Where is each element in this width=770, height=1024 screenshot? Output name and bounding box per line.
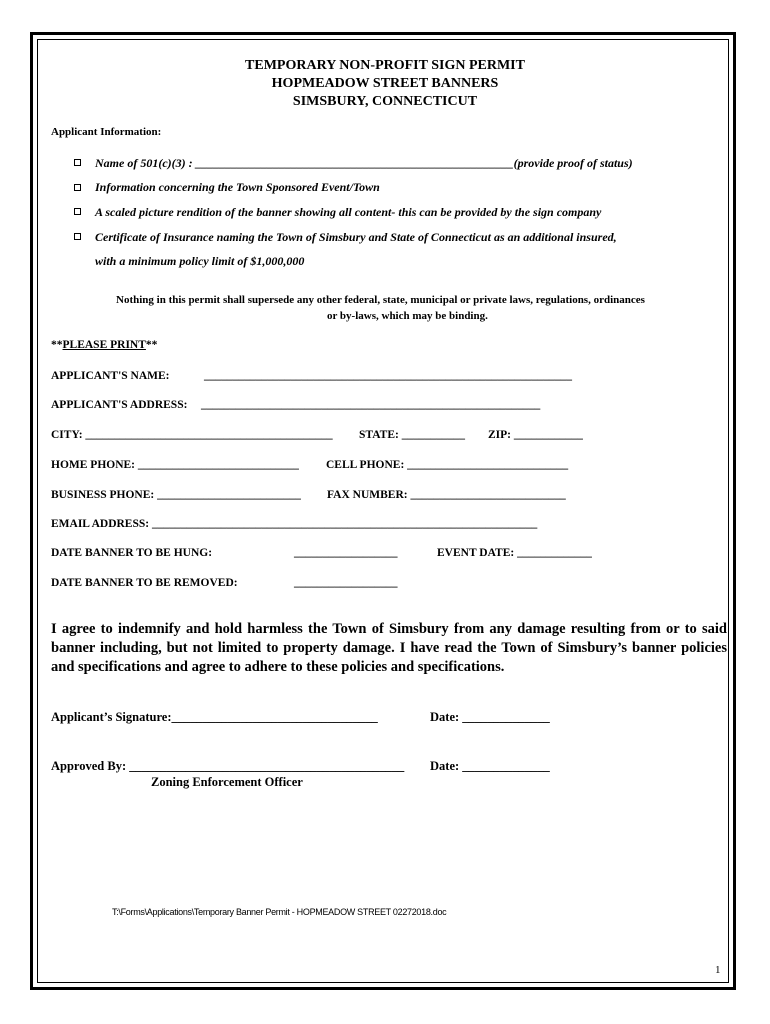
- notice-line2: or by-laws, which may be binding.: [327, 310, 488, 322]
- date-hung-field[interactable]: __________________: [294, 547, 398, 559]
- applicant-name-field[interactable]: ________________________________________________________________: [204, 370, 572, 382]
- approved-by-field[interactable]: Approved By: ____________________________________________: [51, 759, 405, 773]
- city-field[interactable]: CITY: ___________________________________________: [51, 429, 333, 441]
- form-subtitle: HOPMEADOW STREET BANNERS: [271, 76, 499, 91]
- approval-date-field[interactable]: Date: ______________: [430, 759, 550, 773]
- fax-number-field[interactable]: FAX NUMBER: ___________________________: [327, 489, 566, 501]
- applicant-address-label: APPLICANT'S ADDRESS:: [51, 399, 188, 411]
- checkbox-banner-rendition[interactable]: [74, 208, 81, 215]
- item-banner-rendition: A scaled picture rendition of the banner showing all content- this can be provided by the sign company: [95, 205, 602, 219]
- please-print-prefix: **: [51, 339, 63, 351]
- business-phone-field[interactable]: BUSINESS PHONE: _________________________: [51, 489, 301, 501]
- please-print: [51, 338, 157, 352]
- applicant-info-heading: Applicant Information:: [51, 126, 162, 138]
- please-print-suffix: **: [145, 339, 158, 351]
- item-insurance: Certificate of Insurance naming the Town of Simsbury and State of Connecticut as an additional insured,: [95, 230, 617, 244]
- state-field[interactable]: STATE: ___________: [359, 429, 465, 441]
- form-title: TEMPORARY NON-PROFIT SIGN PERMIT: [245, 58, 525, 73]
- item-insurance-cont: with a minimum policy limit of $1,000,000: [95, 254, 305, 268]
- date-hung-label: DATE BANNER TO BE HUNG:: [51, 547, 213, 559]
- file-path: T:\Forms\Applications\Temporary Banner Permit - HOPMEADOW STREET 02272018.doc: [112, 907, 447, 917]
- event-date-field[interactable]: EVENT DATE: _____________: [437, 547, 592, 559]
- applicant-name-label: APPLICANT'S NAME:: [51, 370, 170, 382]
- checkbox-event-info[interactable]: [74, 184, 81, 191]
- checkbox-insurance[interactable]: [74, 233, 81, 240]
- zoning-officer-label: Zoning Enforcement Officer: [151, 775, 303, 789]
- applicant-address-field[interactable]: ___________________________________________________________: [201, 399, 541, 411]
- signature-date-field[interactable]: Date: ______________: [430, 710, 550, 724]
- checkbox-501c3[interactable]: [74, 159, 81, 166]
- form-location: SIMSBURY, CONNECTICUT: [292, 94, 478, 109]
- email-field[interactable]: EMAIL ADDRESS: ___________________________________________________________________: [51, 518, 538, 530]
- zip-field[interactable]: ZIP: ____________: [488, 429, 583, 441]
- please-print-text: PLEASE PRINT: [62, 339, 146, 351]
- cell-phone-field[interactable]: CELL PHONE: ____________________________: [326, 459, 569, 471]
- applicant-signature-field[interactable]: Applicant’s Signature:_________________________________: [51, 710, 378, 724]
- date-removed-field[interactable]: __________________: [294, 577, 398, 589]
- date-removed-label: DATE BANNER TO BE REMOVED:: [51, 577, 238, 589]
- agreement-text: I agree to indemnify and hold harmless the Town of Simsbury from any damage resulting from or to said banner including, but not limited to property damage. I have read the Town of Simsbury’s banner policies and specifications and agree to adhere to these policies and specifications.: [51, 621, 727, 675]
- item-event-info: Information concerning the Town Sponsored Event/Town: [95, 180, 380, 194]
- page-number: 1: [715, 964, 721, 976]
- notice-line1: Nothing in this permit shall supersede any other federal, state, municipal or private laws, regulations, ordinances: [116, 294, 645, 306]
- item-501c3: Name of 501(c)(3) : _____________________________________________________(provide proof of status): [95, 156, 633, 170]
- home-phone-field[interactable]: HOME PHONE: ____________________________: [51, 459, 299, 471]
